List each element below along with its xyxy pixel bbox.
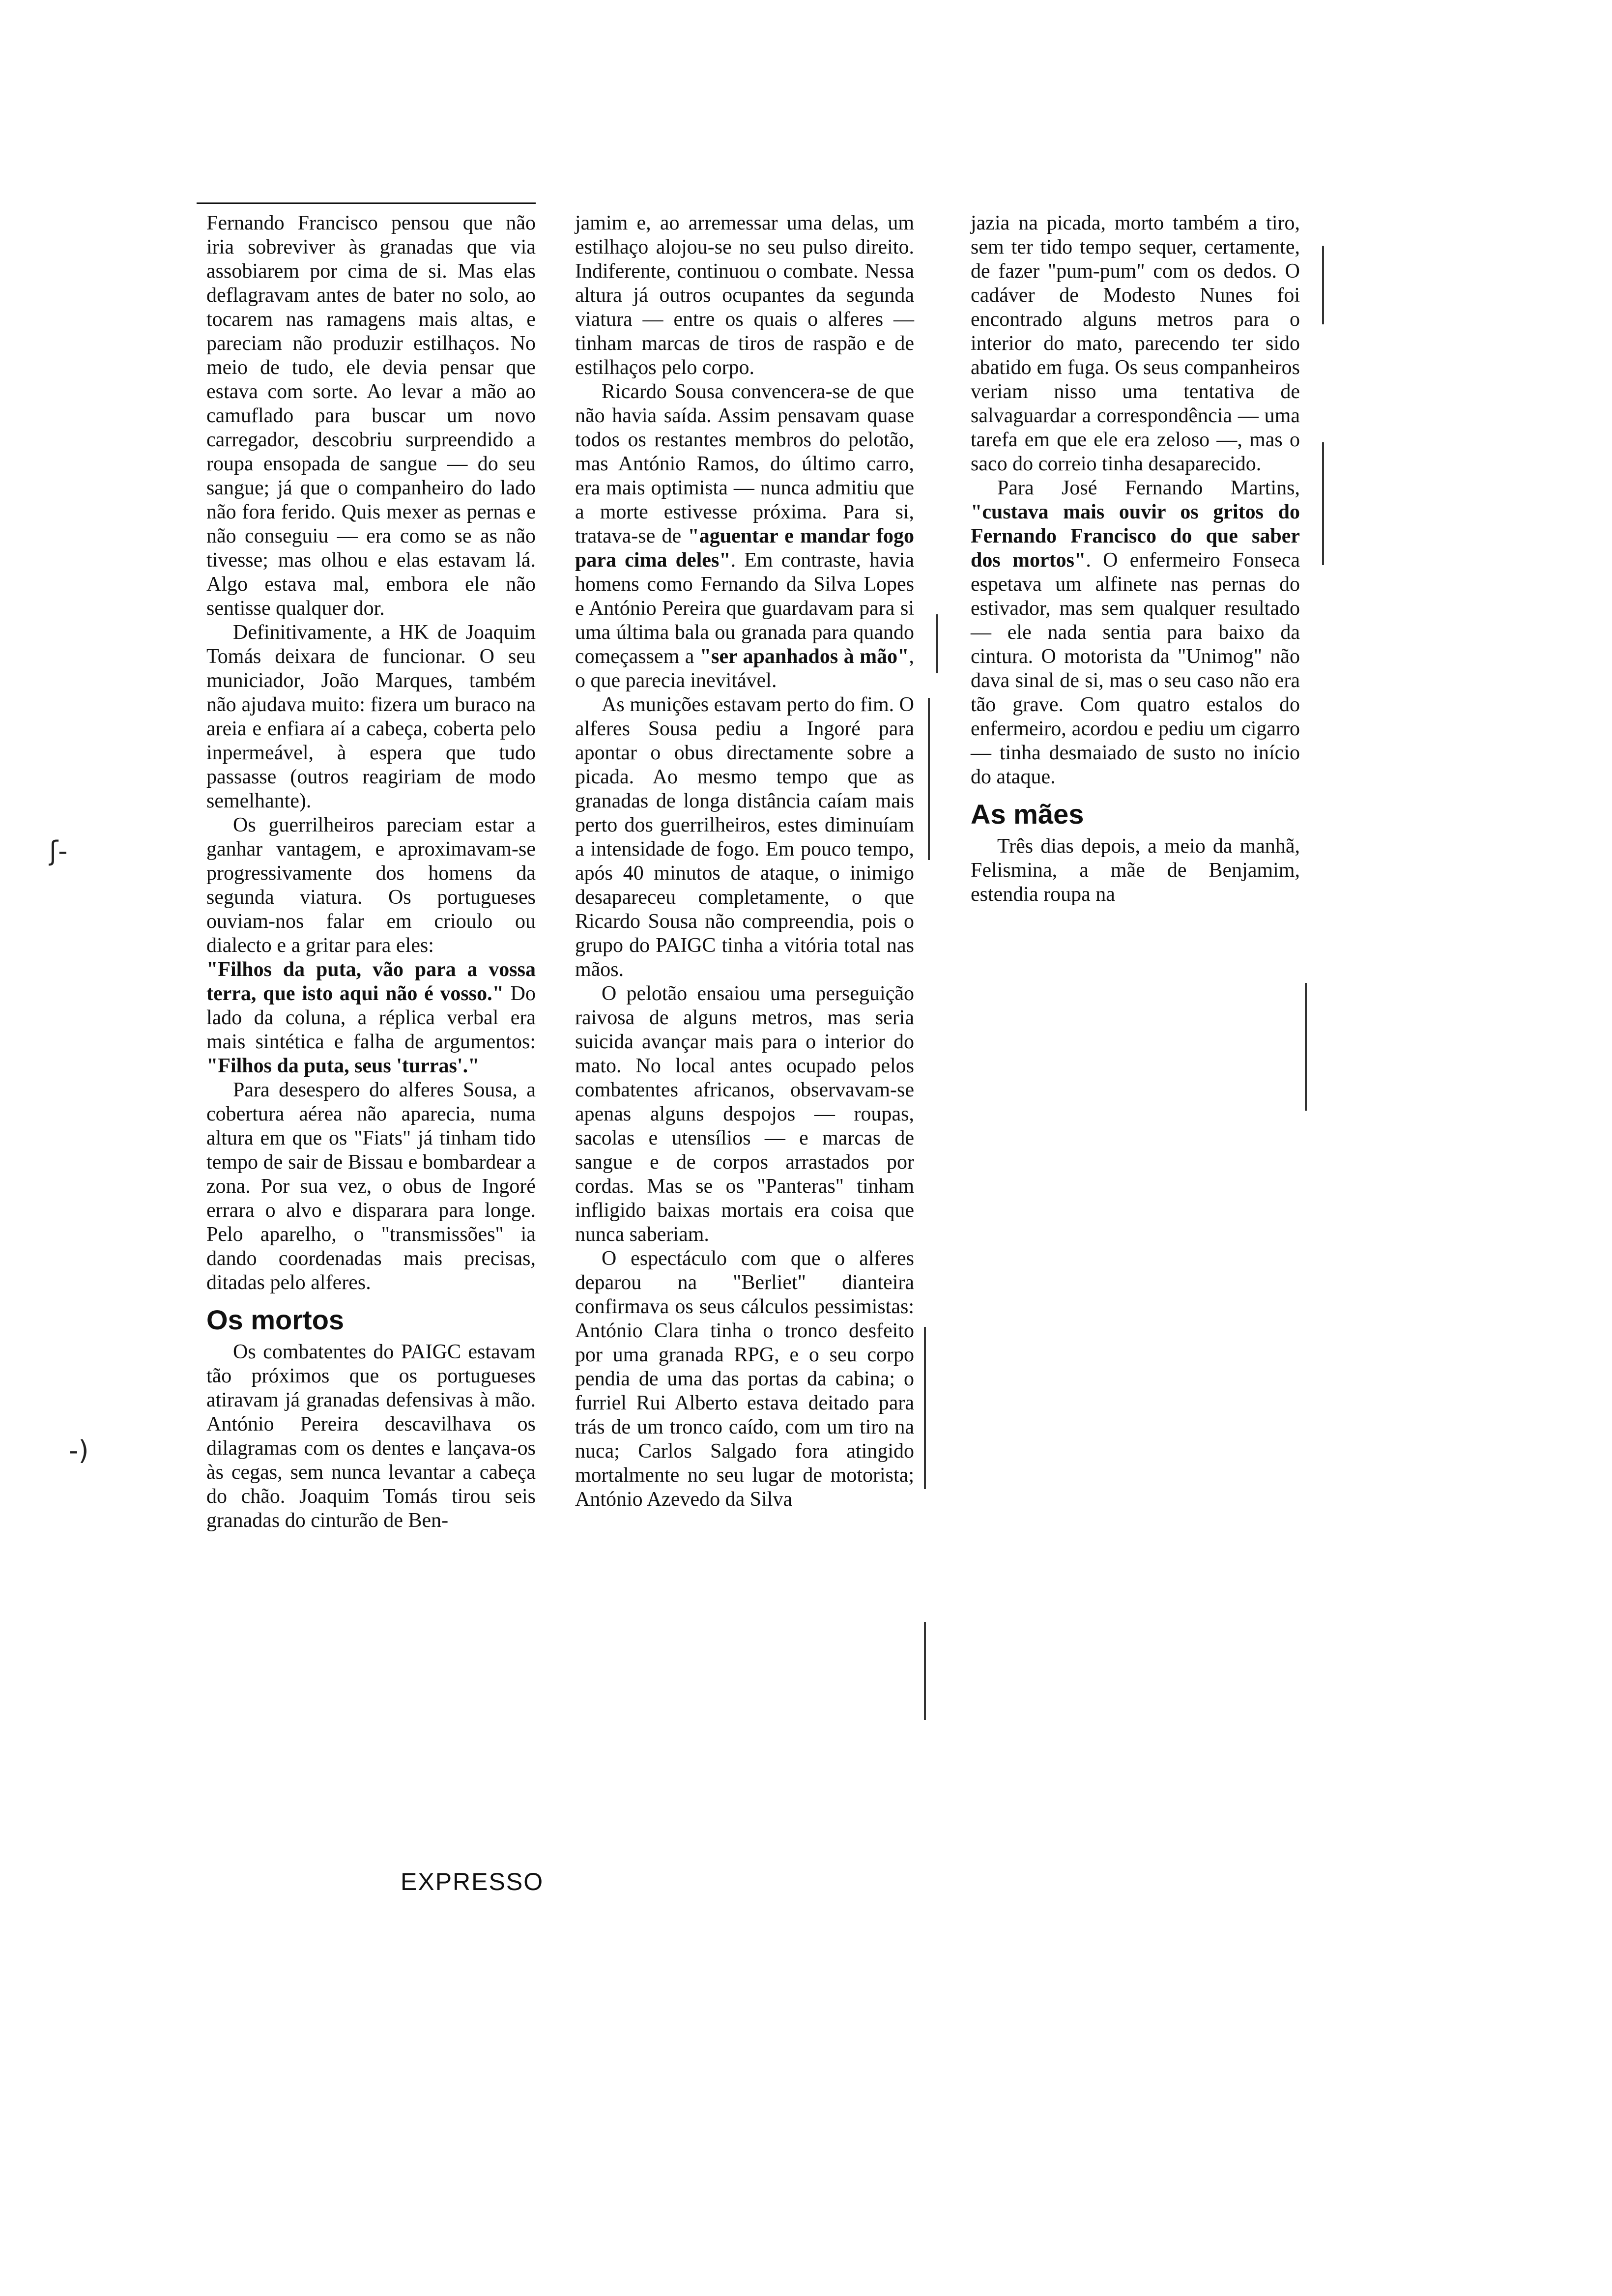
publication-name: EXPRESSO	[401, 1868, 544, 1895]
margin-bracket-mark	[924, 1622, 926, 1720]
margin-scribble-mark: ʃ-	[49, 835, 68, 866]
paragraph-text: Para José Fernando Martins,	[997, 477, 1300, 499]
paragraph: As munições estavam perto do fim. O alferes Sousa pediu a Ingoré para apontar o obus directamente sobre a picada. Ao mesmo tempo que as granadas de longa distância caíam mais perto dos guerrilheiros, estes diminuíam a intensidade de fogo. Em pouco tempo, após 40 minutos de ataque, o inimigo desapareceu completamente, o que Ricardo Sousa não compreendia, pois o grupo do PAIGC tinha a vitória total nas mãos.	[575, 693, 914, 981]
article-column-2	[575, 211, 914, 1512]
paragraph: Para desespero do alferes Sousa, a cobertura aérea não aparecia, numa altura em que os "Fiats" já tinham tido tempo de sair de Bissau e bombardear a zona. Por sua vez, o obus de Ingoré errara o alvo e disparara para longe. Pelo aparelho, o "transmissões" ia dando coordenadas mais precisas, ditadas pelo alferes.	[206, 1079, 536, 1294]
paragraph: O espectáculo com que o alferes deparou na "Berliet" dianteira confirmava os seus cálculos pessimistas: António Clara tinha o tronco desfeito por uma granada RPG, e o seu corpo pendia de uma das portas da cabina; o furriel Rui Alberto estava deitado para trás de um tronco caído, com um tiro na nuca; Carlos Salgado fora atingido mortalmente no seu lugar de motorista; António Azevedo da Silva	[575, 1247, 914, 1511]
margin-bracket-mark	[1305, 983, 1307, 1111]
paragraph: Definitivamente, a HK de Joaquim Tomás deixara de funcionar. O seu municiador, João Marques, também não ajudava muito: fizera um buraco na areia e enfiara aí a cabeça, coberta pelo inpermeável, à espera que tudo passasse (outros reagiriam de modo semelhante).	[206, 621, 536, 812]
paragraph: Três dias depois, a meio da manhã, Felismina, a mãe de Benjamim, estendia roupa na	[971, 835, 1300, 906]
subheading-as-maes: As mães	[971, 799, 1084, 830]
paragraph-text: , o que parecia inevitável.	[575, 645, 914, 692]
article-column-1	[206, 211, 536, 1533]
paragraph: Os combatentes do PAIGC estavam tão próximos que os portugueses atiravam já granadas defensivas à mão. António Pereira descavilhava os dilagramas com os dentes e lançava-os às cegas, sem nunca levantar a cabeça do chão. Joaquim Tomás tirou seis granadas do cinturão de Ben-	[206, 1341, 536, 1532]
margin-bracket-mark	[1322, 246, 1324, 324]
paragraph-text: . O enfermeiro Fonseca espetava um alfinete nas pernas do estivador, mas sem qualquer resultado — ele nada sentia para baixo da cintura. O motorista da "Unimog" não dava sinal de si, mas o seu caso não era tão grave. Com quatro estalos do enfermeiro, acordou e pediu um cigarro — tinha desmaiado de susto no início do ataque.	[971, 549, 1300, 788]
quote-bold: "custava mais ouvir os gritos do Fernando Francisco do que saber dos mortos"	[971, 501, 1300, 572]
top-rule	[197, 202, 536, 204]
paragraph: O pelotão ensaiou uma perseguição raivosa de alguns metros, mas seria suicida avançar mais para o interior do mato. No local antes ocupado pelos combatentes africanos, observavam-se apenas alguns despojos — roupas, sacolas e utensílios — e marcas de sangue e de corpos arrastados por cordas. Mas se os "Panteras" tinham infligido baixas mortais era coisa que nunca saberiam.	[575, 982, 914, 1246]
quote-bold: "Filhos da puta, vão para a vossa terra, que isto aqui não é vosso."	[206, 958, 536, 1005]
paragraph-text: Ricardo Sousa convencera-se de que não havia saída. Assim pensavam quase todos os restantes membros do pelotão, mas António Ramos, do último carro, era mais optimista — nunca admitiu que a morte estivesse próxima. Para si, tratava-se de	[575, 380, 914, 547]
quote-bold: "ser apanhados à mão"	[699, 645, 909, 668]
subheading-os-mortos: Os mortos	[206, 1304, 345, 1335]
paragraph-text: Do lado da coluna, a réplica verbal era mais sintética e falha de argumentos:	[206, 982, 536, 1053]
margin-scribble-mark: -)	[69, 1435, 89, 1466]
margin-bracket-mark	[936, 614, 938, 673]
paragraph	[206, 813, 536, 1078]
quote-bold: "aguentar e mandar fogo para cima deles"	[575, 525, 914, 572]
margin-bracket-mark	[928, 698, 930, 860]
article-column-3	[971, 211, 1300, 907]
quote-bold: "Filhos da puta, seus 'turras'."	[206, 1055, 480, 1077]
paragraph-text: . Em contraste, havia homens como Fernando da Silva Lopes e António Pereira que guardavam para si uma última bala ou granada para quando começassem a	[575, 549, 914, 668]
paragraph: jazia na picada, morto também a tiro, sem ter tido tempo sequer, certamente, de fazer "pum-pum" com os dedos. O cadáver de Modesto Nunes foi encontrado alguns metros para o interior do mato, parecendo ter sido abatido em fuga. Os seus companheiros veriam nisso uma tentativa de salvaguardar a correspondência — uma tarefa em que ele era zeloso —, mas o saco do correio tinha desaparecido.	[971, 212, 1300, 475]
paragraph	[971, 476, 1300, 789]
margin-bracket-mark	[924, 1327, 926, 1489]
margin-bracket-mark	[1322, 442, 1324, 565]
paragraph: Fernando Francisco pensou que não iria sobreviver às granadas que via assobiarem por cima de si. Mas elas deflagravam antes de bater no solo, ao tocarem nas ramagens mais altas, e pareciam não produzir estilhaços. No meio de tudo, ele devia pensar que estava com sorte. Ao levar a mão ao camuflado para buscar um novo carregador, descobriu surpreendido a roupa ensopada de sangue — do seu sangue; já que o companheiro do lado não fora ferido. Quis mexer as pernas e não conseguiu — era como se as não tivesse; mas olhou e elas estavam lá. Algo estava mal, embora ele não sentisse qualquer dor.	[206, 212, 536, 620]
paragraph: jamim e, ao arremessar uma delas, um estilhaço alojou-se no seu pulso direito. Indiferente, continuou o combate. Nessa altura já outros ocupantes da segunda viatura — entre os quais o alferes — tinham marcas de tiros de raspão e de estilhaços pelo corpo.	[575, 212, 914, 379]
paragraph-text: Os guerrilheiros pareciam estar a ganhar vantagem, e aproximavam-se progressivamente dos homens da segunda viatura. Os portugueses ouviam-nos falar em crioulo ou dialecto e a gritar para eles:	[206, 814, 536, 957]
paragraph	[575, 380, 914, 693]
